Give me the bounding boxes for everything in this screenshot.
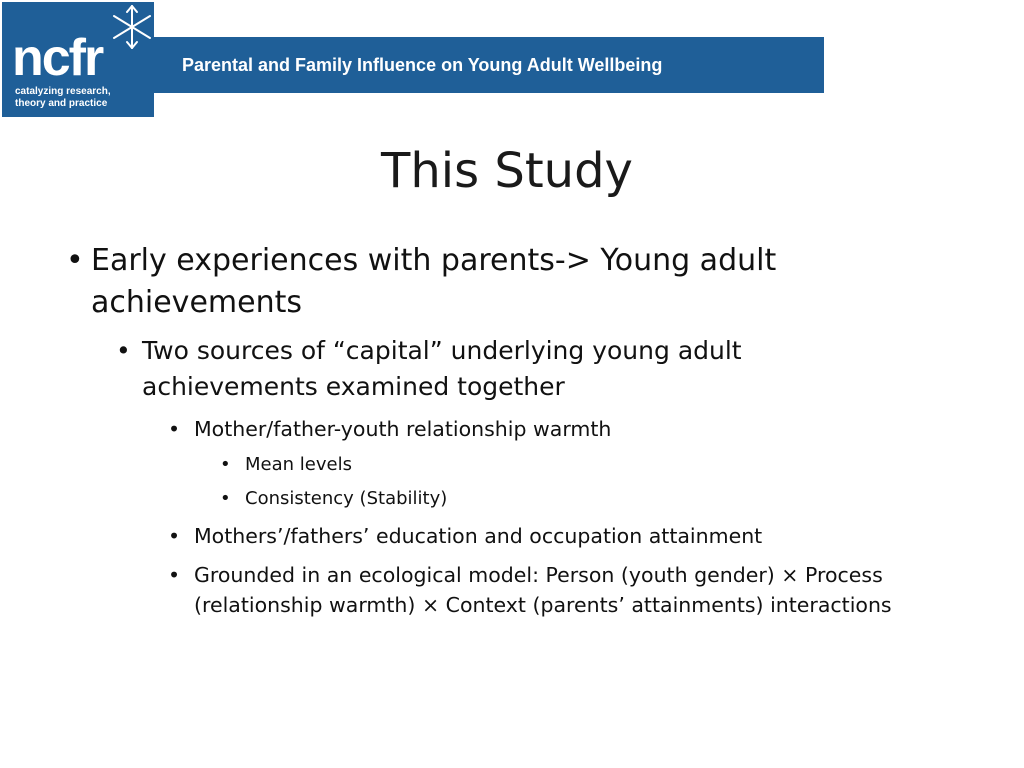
bullet-level3-item [168, 560, 958, 620]
bullet-dot: • [220, 488, 231, 509]
times-symbol: × [421, 593, 440, 617]
bullet-level3-item [168, 521, 968, 551]
bullet-level3-item [168, 414, 968, 444]
bullet-text: Mothers’/fathers’ education and occupation attainment [194, 524, 763, 548]
bullet-dot: • [168, 417, 181, 441]
bullet-text: Two sources of “capital” underlying young adult achievements examined together [142, 336, 742, 401]
bullet-dot: • [66, 243, 84, 278]
bullet-dot: • [220, 454, 231, 475]
bullet-dot: • [116, 336, 131, 365]
slide-title: This Study [381, 143, 633, 199]
bullet-text-part: Process (relationship warmth) [194, 563, 883, 617]
bullet-level4-item [220, 451, 720, 479]
bullet-dot: • [168, 563, 181, 587]
bullet-text: Early experiences with parents-> Young adult achievements [91, 243, 777, 320]
bullet-text: Mother/father-youth relationship warmth [194, 417, 612, 441]
bullet-text: Consistency (Stability) [245, 488, 448, 509]
bullet-dot: • [168, 524, 181, 548]
bullet-level4-item [220, 485, 720, 513]
banner-title: Parental and Family Influence on Young Adult Wellbeing [182, 55, 663, 75]
bullet-text: Mean levels [245, 454, 352, 475]
bullet-text-part: Context (parents’ attainments) interactions [439, 593, 892, 617]
bullet-text-part: Grounded in an ecological model: Person (youth gender) [194, 563, 782, 587]
bullet-text [168, 560, 958, 620]
logo-wordmark: ncfr [12, 29, 103, 87]
bullet-level1-item [66, 240, 846, 324]
logo-tagline-line2: theory and practice [15, 98, 108, 109]
bullet-level2-item [116, 333, 836, 405]
logo-tagline-line1: catalyzing research, [15, 86, 111, 97]
times-symbol: × [781, 563, 799, 587]
